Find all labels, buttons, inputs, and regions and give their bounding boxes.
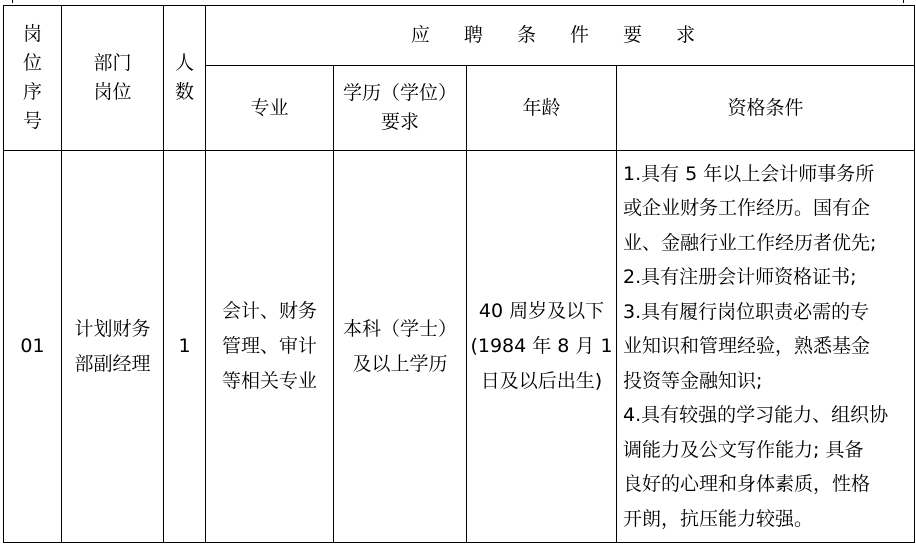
qualification-line: 业、金融行业工作经历者优先; — [623, 231, 877, 254]
qualification-line: 良好的心理和身体素质，性格 — [623, 473, 871, 496]
qualification-line: 2.具有注册会计师资格证书; — [623, 266, 857, 289]
cell-education: 本科（学士） 及以上学历 — [334, 151, 467, 543]
qualification-line: 1.具有 5 年以上会计师事务所 — [623, 162, 875, 185]
cell-major: 会计、财务 管理、审计 等相关专业 — [206, 151, 334, 543]
header-age: 年龄 — [467, 66, 617, 151]
cell-count: 1 — [164, 151, 206, 543]
header-qualifications: 资格条件 — [617, 66, 915, 151]
header-post-no: 岗 位 序 号 — [4, 6, 62, 151]
page-corner-mark — [12, 0, 13, 3]
qualification-line: 开朗，抗压能力较强。 — [623, 507, 814, 530]
header-count: 人 数 — [164, 6, 206, 151]
cell-age: 40 周岁及以下 (1984 年 8 月 1 日及以后出生) — [467, 151, 617, 543]
header-education: 学历（学位） 要求 — [334, 66, 467, 151]
cell-post-no: 01 — [4, 151, 62, 543]
qualification-line: 3.具有履行岗位职责必需的专 — [623, 300, 870, 323]
cell-dept-post: 计划财务 部副经理 — [62, 151, 164, 543]
page-corner-mark — [903, 0, 904, 3]
qualification-line: 业知识和管理经验，熟悉基金 — [623, 335, 871, 358]
table-row — [4, 151, 915, 543]
recruitment-table — [3, 5, 915, 543]
header-requirements-title: 应 聘 条 件 要 求 — [206, 6, 915, 66]
header-major: 专业 — [206, 66, 334, 151]
qualification-line: 调能力及公文写作能力; 具备 — [623, 438, 864, 461]
qualification-line: 投资等金融知识; — [623, 369, 763, 392]
qualification-line: 4.具有较强的学习能力、组织协 — [623, 404, 889, 427]
cell-qualifications — [617, 151, 915, 543]
qualification-line: 或企业财务工作经历。国有企 — [623, 197, 871, 220]
header-dept-post: 部门 岗位 — [62, 6, 164, 151]
